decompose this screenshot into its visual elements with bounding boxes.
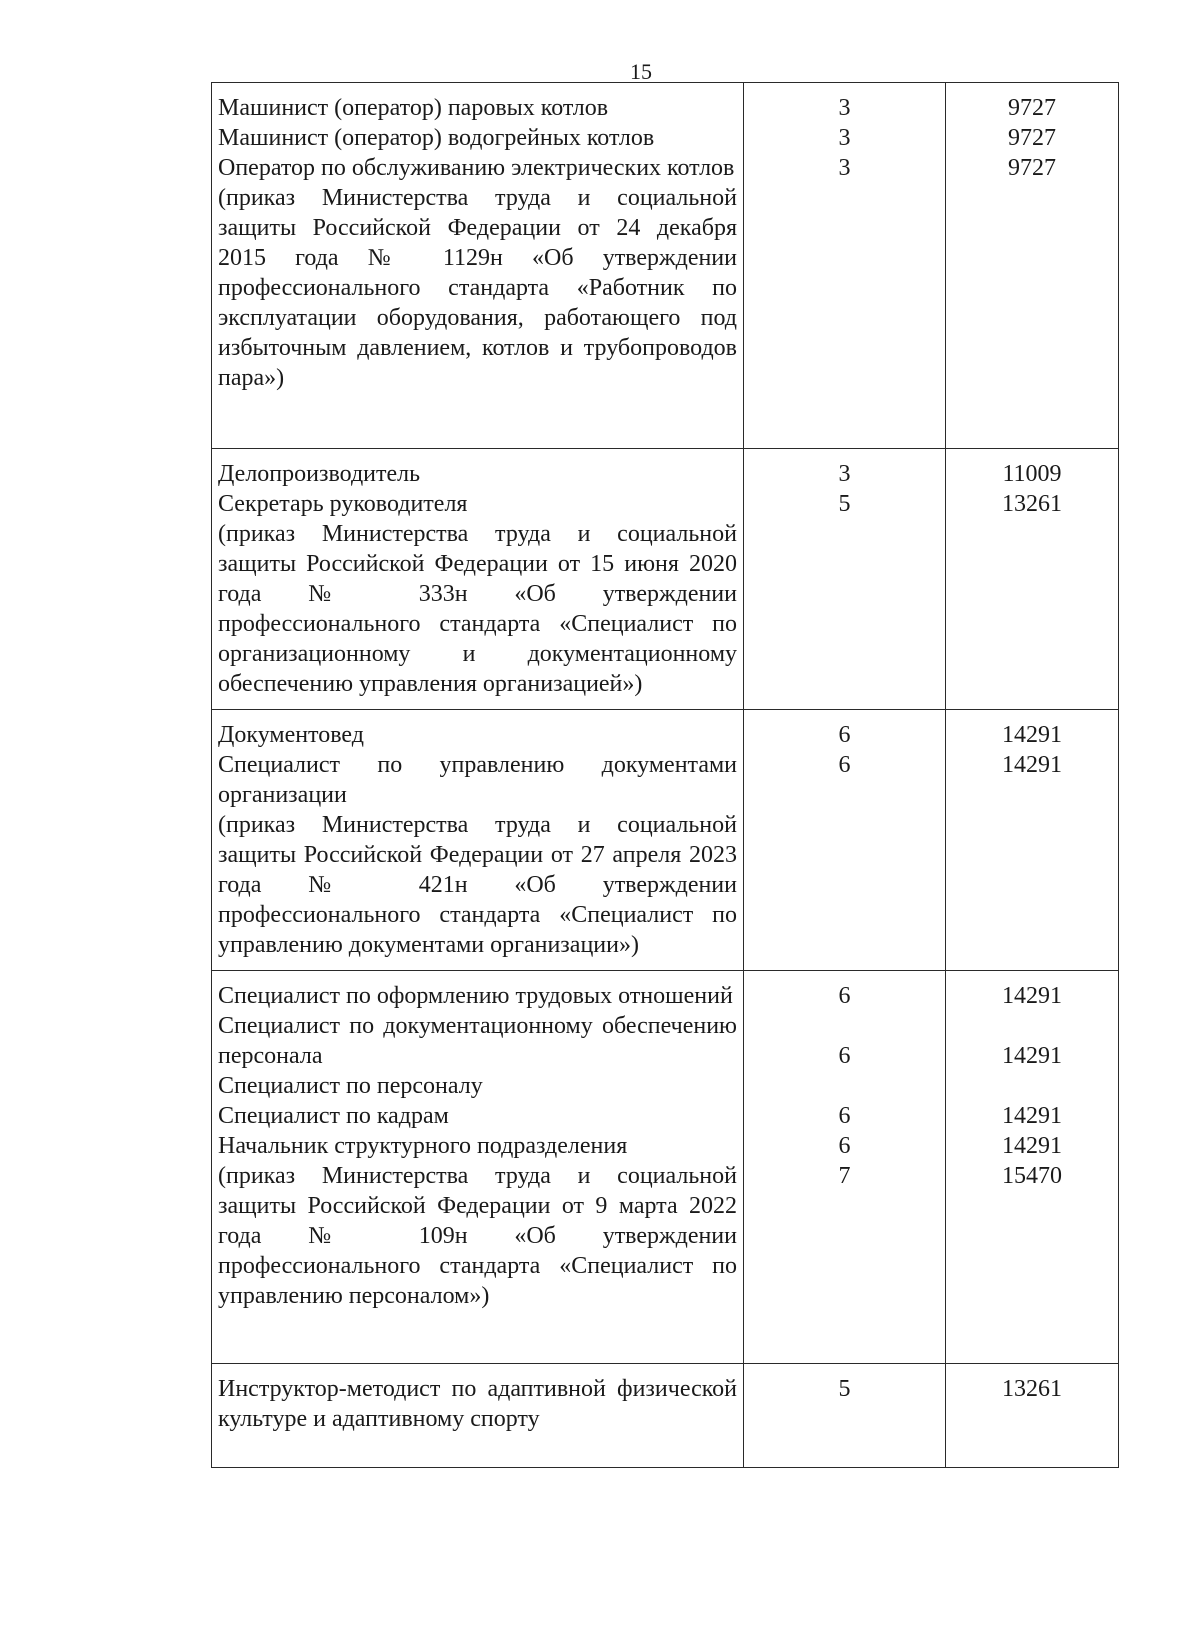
profession-name: Секретарь руководителя — [218, 491, 468, 517]
table-row — [212, 971, 1119, 1364]
table-body — [212, 83, 1119, 1468]
code-value: 15470 — [1002, 1163, 1062, 1189]
qualification-level: 5 — [838, 491, 851, 517]
profession-name: Специалист по оформлению трудовых отношений — [218, 983, 733, 1009]
qualification-level-cell — [744, 710, 946, 971]
profession-cell — [212, 971, 744, 1364]
table-row — [212, 710, 1119, 971]
code-value: 11009 — [1002, 461, 1062, 487]
qualification-level: 3 — [838, 95, 851, 121]
code-value: 14291 — [1002, 722, 1062, 748]
qualification-level: 3 — [838, 461, 851, 487]
order-reference: (приказ Министерства труда и социальной защиты Российской Федерации от 27 апреля 2023 года № 421н «Об утверждении профессионального стандарта «Специалист по управлению документами организации») — [218, 812, 737, 958]
profession-cell — [212, 83, 744, 449]
profession-name: Оператор по обслуживанию электрических котлов — [218, 155, 735, 181]
spacer — [750, 1011, 939, 1041]
qualification-level-cell — [744, 83, 946, 449]
code-value: 14291 — [1002, 983, 1062, 1009]
profession-cell — [212, 449, 744, 710]
code-value: 14291 — [1002, 752, 1062, 778]
qualification-level-cell — [744, 1364, 946, 1468]
profession-name: Специалист по управлению документами организации — [218, 752, 737, 808]
table-row — [212, 449, 1119, 710]
page-number: 15 — [630, 59, 652, 84]
code-value: 14291 — [1002, 1043, 1062, 1069]
order-reference: (приказ Министерства труда и социальной защиты Российской Федерации от 9 марта 2022 года № 109н «Об утверждении профессионального стандарта «Специалист по управлению персоналом») — [218, 1163, 737, 1309]
code-value: 9727 — [1008, 125, 1056, 151]
qualification-level: 6 — [838, 722, 851, 748]
qualification-level: 6 — [838, 1133, 851, 1159]
profession-name: Начальник структурного подразделения — [218, 1133, 628, 1159]
profession-cell — [212, 710, 744, 971]
qualification-level: 6 — [838, 1103, 851, 1129]
code-value: 14291 — [1002, 1133, 1062, 1159]
qualification-level-cell — [744, 449, 946, 710]
profession-name: Специалист по кадрам — [218, 1103, 449, 1129]
order-reference: (приказ Министерства труда и социальной защиты Российской Федерации от 15 июня 2020 года № 333н «Об утверждении профессионального стандарта «Специалист по организационному и документационному обеспечению управления организацией») — [218, 521, 737, 697]
professions-table — [211, 82, 1119, 1468]
spacer — [952, 1011, 1112, 1041]
qualification-level: 6 — [838, 752, 851, 778]
table-row — [212, 1364, 1119, 1468]
code-cell — [946, 971, 1119, 1364]
code-cell — [946, 83, 1119, 449]
qualification-level: 3 — [838, 155, 851, 181]
code-value: 13261 — [1002, 1376, 1062, 1402]
qualification-level: 7 — [838, 1163, 851, 1189]
code-value: 14291 — [1002, 1103, 1062, 1129]
code-cell — [946, 710, 1119, 971]
code-cell — [946, 1364, 1119, 1468]
qualification-level: 5 — [838, 1376, 851, 1402]
spacer — [750, 1071, 939, 1101]
qualification-level: 3 — [838, 125, 851, 151]
qualification-level-cell — [744, 971, 946, 1364]
profession-name: Специалист по персоналу — [218, 1073, 483, 1099]
profession-name: Машинист (оператор) паровых котлов — [218, 95, 609, 121]
profession-name: Машинист (оператор) водогрейных котлов — [218, 125, 655, 151]
code-value: 9727 — [1008, 95, 1056, 121]
qualification-level: 6 — [838, 1043, 851, 1069]
profession-name: Делопроизводитель — [218, 461, 421, 487]
code-cell — [946, 449, 1119, 710]
spacer — [952, 1071, 1112, 1101]
order-reference: (приказ Министерства труда и социальной защиты Российской Федерации от 24 декабря 2015 года № 1129н «Об утверждении профессионального стандарта «Работник по эксплуатации оборудования, работающего под избыточным давлением, котлов и трубопроводов пара») — [218, 185, 737, 391]
profession-cell — [212, 1364, 744, 1468]
profession-name: Специалист по документационному обеспечению персонала — [218, 1013, 737, 1069]
code-value: 13261 — [1002, 491, 1062, 517]
qualification-level: 6 — [838, 983, 851, 1009]
code-value: 9727 — [1008, 155, 1056, 181]
table-row — [212, 83, 1119, 449]
profession-name: Инструктор-методист по адаптивной физической культуре и адаптивному спорту — [218, 1376, 737, 1432]
profession-name: Документовед — [218, 722, 364, 748]
